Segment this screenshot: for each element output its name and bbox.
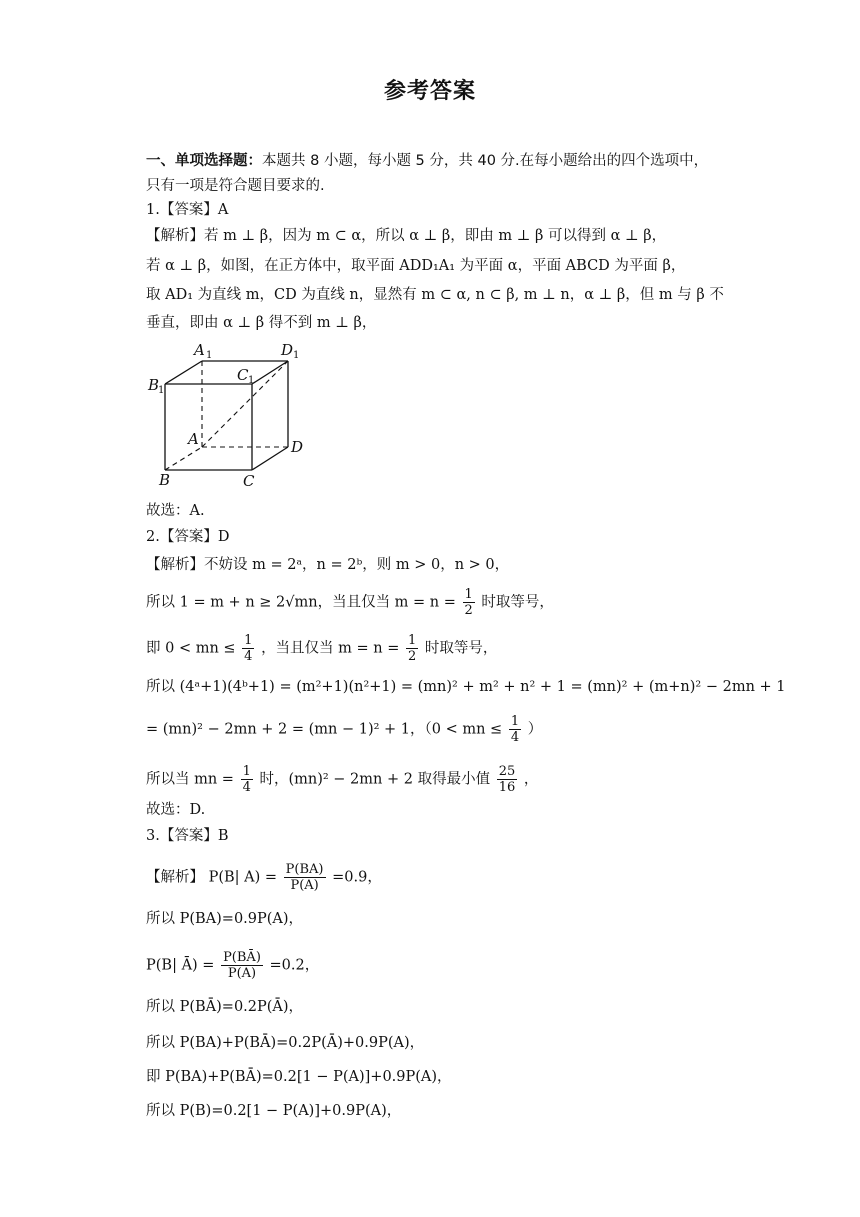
fraction-1-2 (406, 633, 418, 664)
label-a: A (188, 430, 199, 448)
fraction-1-4 (242, 633, 254, 664)
q3-l1a: 【解析】 P(B| A) = (146, 869, 278, 886)
q2-answer: 2.【答案】D (146, 529, 230, 545)
q2-l6b: 时，(mn)² − 2mn + 2 取得最小值 (259, 771, 491, 788)
frac-num: 1 (510, 714, 520, 729)
q2-analysis-4: 所以 (4ᵃ+1)(4ᵇ+1) = (m²+1)(n²+1) = (mn)² + m² + n² + 1 = (mn)² + (m+n)² − 2mn + 1 (146, 679, 786, 695)
q3-analysis-6: 即 P(BA)+P(BĀ)=0.2[1 − P(A)]+0.9P(A)， (146, 1069, 452, 1085)
frac-den: P(A) (290, 878, 319, 893)
fraction-1-2 (463, 587, 475, 618)
q3-l1b: =0.9， (332, 869, 382, 886)
label-a1-sub: 1 (206, 350, 213, 361)
frac-num: P(BĀ) (223, 950, 261, 965)
frac-den: 2 (464, 603, 473, 618)
frac-num: P(BA) (285, 862, 324, 877)
q1-analysis-2: 若 α ⊥ β，如图，在正方体中，取平面 ADD₁A₁ 为平面 α，平面 ABCD 为平面 β， (146, 258, 686, 274)
fraction-1-4 (241, 764, 253, 795)
q1-choose: 故选：A. (146, 503, 205, 519)
frac-num: 25 (498, 764, 516, 779)
q3-l3a: P(B| Ā) = (146, 957, 215, 974)
label-a1: A (194, 341, 205, 359)
q3-answer: 3.【答案】B (146, 828, 229, 844)
q2-l3a: 即 0 < mn ≤ (146, 640, 236, 657)
frac-num: 1 (242, 764, 251, 779)
q2-l5b: ） (527, 721, 543, 738)
q3-analysis-4: 所以 P(BĀ)=0.2P(Ā)， (146, 999, 304, 1015)
frac-den: 4 (242, 780, 251, 795)
q3-analysis-5: 所以 P(BA)+P(BĀ)=0.2P(Ā)+0.9P(A)， (146, 1035, 425, 1051)
q2-l3c: 时取等号， (424, 640, 498, 657)
q2-analysis-5 (146, 714, 542, 745)
q2-analysis-3 (146, 633, 497, 664)
label-b1-sub: 1 (158, 385, 165, 396)
q2-analysis-6 (146, 764, 538, 795)
section-desc-1: 本题共 8 小题，每小题 5 分，共 40 分.在每小题给出的四个选项中， (262, 153, 709, 169)
fraction-25-16 (497, 764, 518, 795)
q2-l2b: 时取等号， (481, 594, 554, 611)
section-heading: 一、单项选择题： (146, 153, 262, 169)
frac-num: 1 (408, 633, 417, 648)
frac-den: 16 (498, 780, 516, 795)
q1-analysis-3: 取 AD₁ 为直线 m，CD 为直线 n，显然有 m ⊂ α, n ⊂ β, m ⊥ n，α ⊥ β，但 m 与 β 不 (146, 287, 724, 303)
q1-answer: 1.【答案】A (146, 202, 229, 218)
q2-l5a: = (mn)² − 2mn + 2 = (mn − 1)² + 1，（0 < mn ≤ (146, 721, 503, 738)
section-desc-2: 只有一项是符合题目要求的. (146, 178, 325, 194)
q3-analysis-2: 所以 P(BA)=0.9P(A)， (146, 911, 304, 927)
fraction-p-ba-over-p-a (284, 862, 326, 893)
label-c: C (243, 472, 255, 490)
cube-figure (140, 336, 315, 491)
q2-analysis-1: 【解析】不妨设 m = 2ᵃ，n = 2ᵇ，则 m > 0，n > 0， (146, 557, 510, 573)
q2-l3b: ，当且仅当 m = n = (261, 640, 400, 657)
q1-analysis-1: 【解析】若 m ⊥ β，因为 m ⊂ α，所以 α ⊥ β，即由 m ⊥ β 可以得到 α ⊥ β， (146, 228, 667, 244)
q1-analysis-4: 垂直，即由 α ⊥ β 得不到 m ⊥ β， (146, 315, 377, 331)
q2-analysis-2 (146, 587, 554, 618)
fraction-p-ba-bar (221, 950, 263, 981)
frac-num: 1 (464, 587, 473, 602)
label-c1-sub: 1 (248, 375, 255, 386)
q3-analysis-7: 所以 P(B)=0.2[1 − P(A)]+0.9P(A)， (146, 1103, 402, 1119)
frac-den: 2 (408, 649, 417, 664)
q2-l6a: 所以当 mn = (146, 771, 234, 788)
q2-l2a: 所以 1 = m + n ≥ 2√mn，当且仅当 m = n = (146, 594, 456, 611)
q3-analysis-3 (146, 950, 319, 981)
label-d: D (291, 438, 304, 456)
frac-num: 1 (244, 633, 253, 648)
q2-choose: 故选：D. (146, 802, 206, 818)
section-heading-line (146, 151, 708, 171)
label-d1: D (281, 341, 294, 359)
label-b1: B (148, 376, 160, 394)
frac-den: 4 (244, 649, 253, 664)
frac-den: 4 (510, 730, 520, 745)
label-c1: C (237, 366, 249, 384)
frac-den: P(Ā) (227, 966, 257, 981)
page-title: 参考答案 (383, 79, 476, 104)
q3-l3b: =0.2， (269, 957, 320, 974)
label-d1-sub: 1 (293, 350, 300, 361)
label-b: B (159, 471, 171, 489)
q3-analysis-1 (146, 862, 382, 893)
fraction-1-4 (509, 714, 521, 745)
q2-l6c: ， (523, 771, 539, 788)
